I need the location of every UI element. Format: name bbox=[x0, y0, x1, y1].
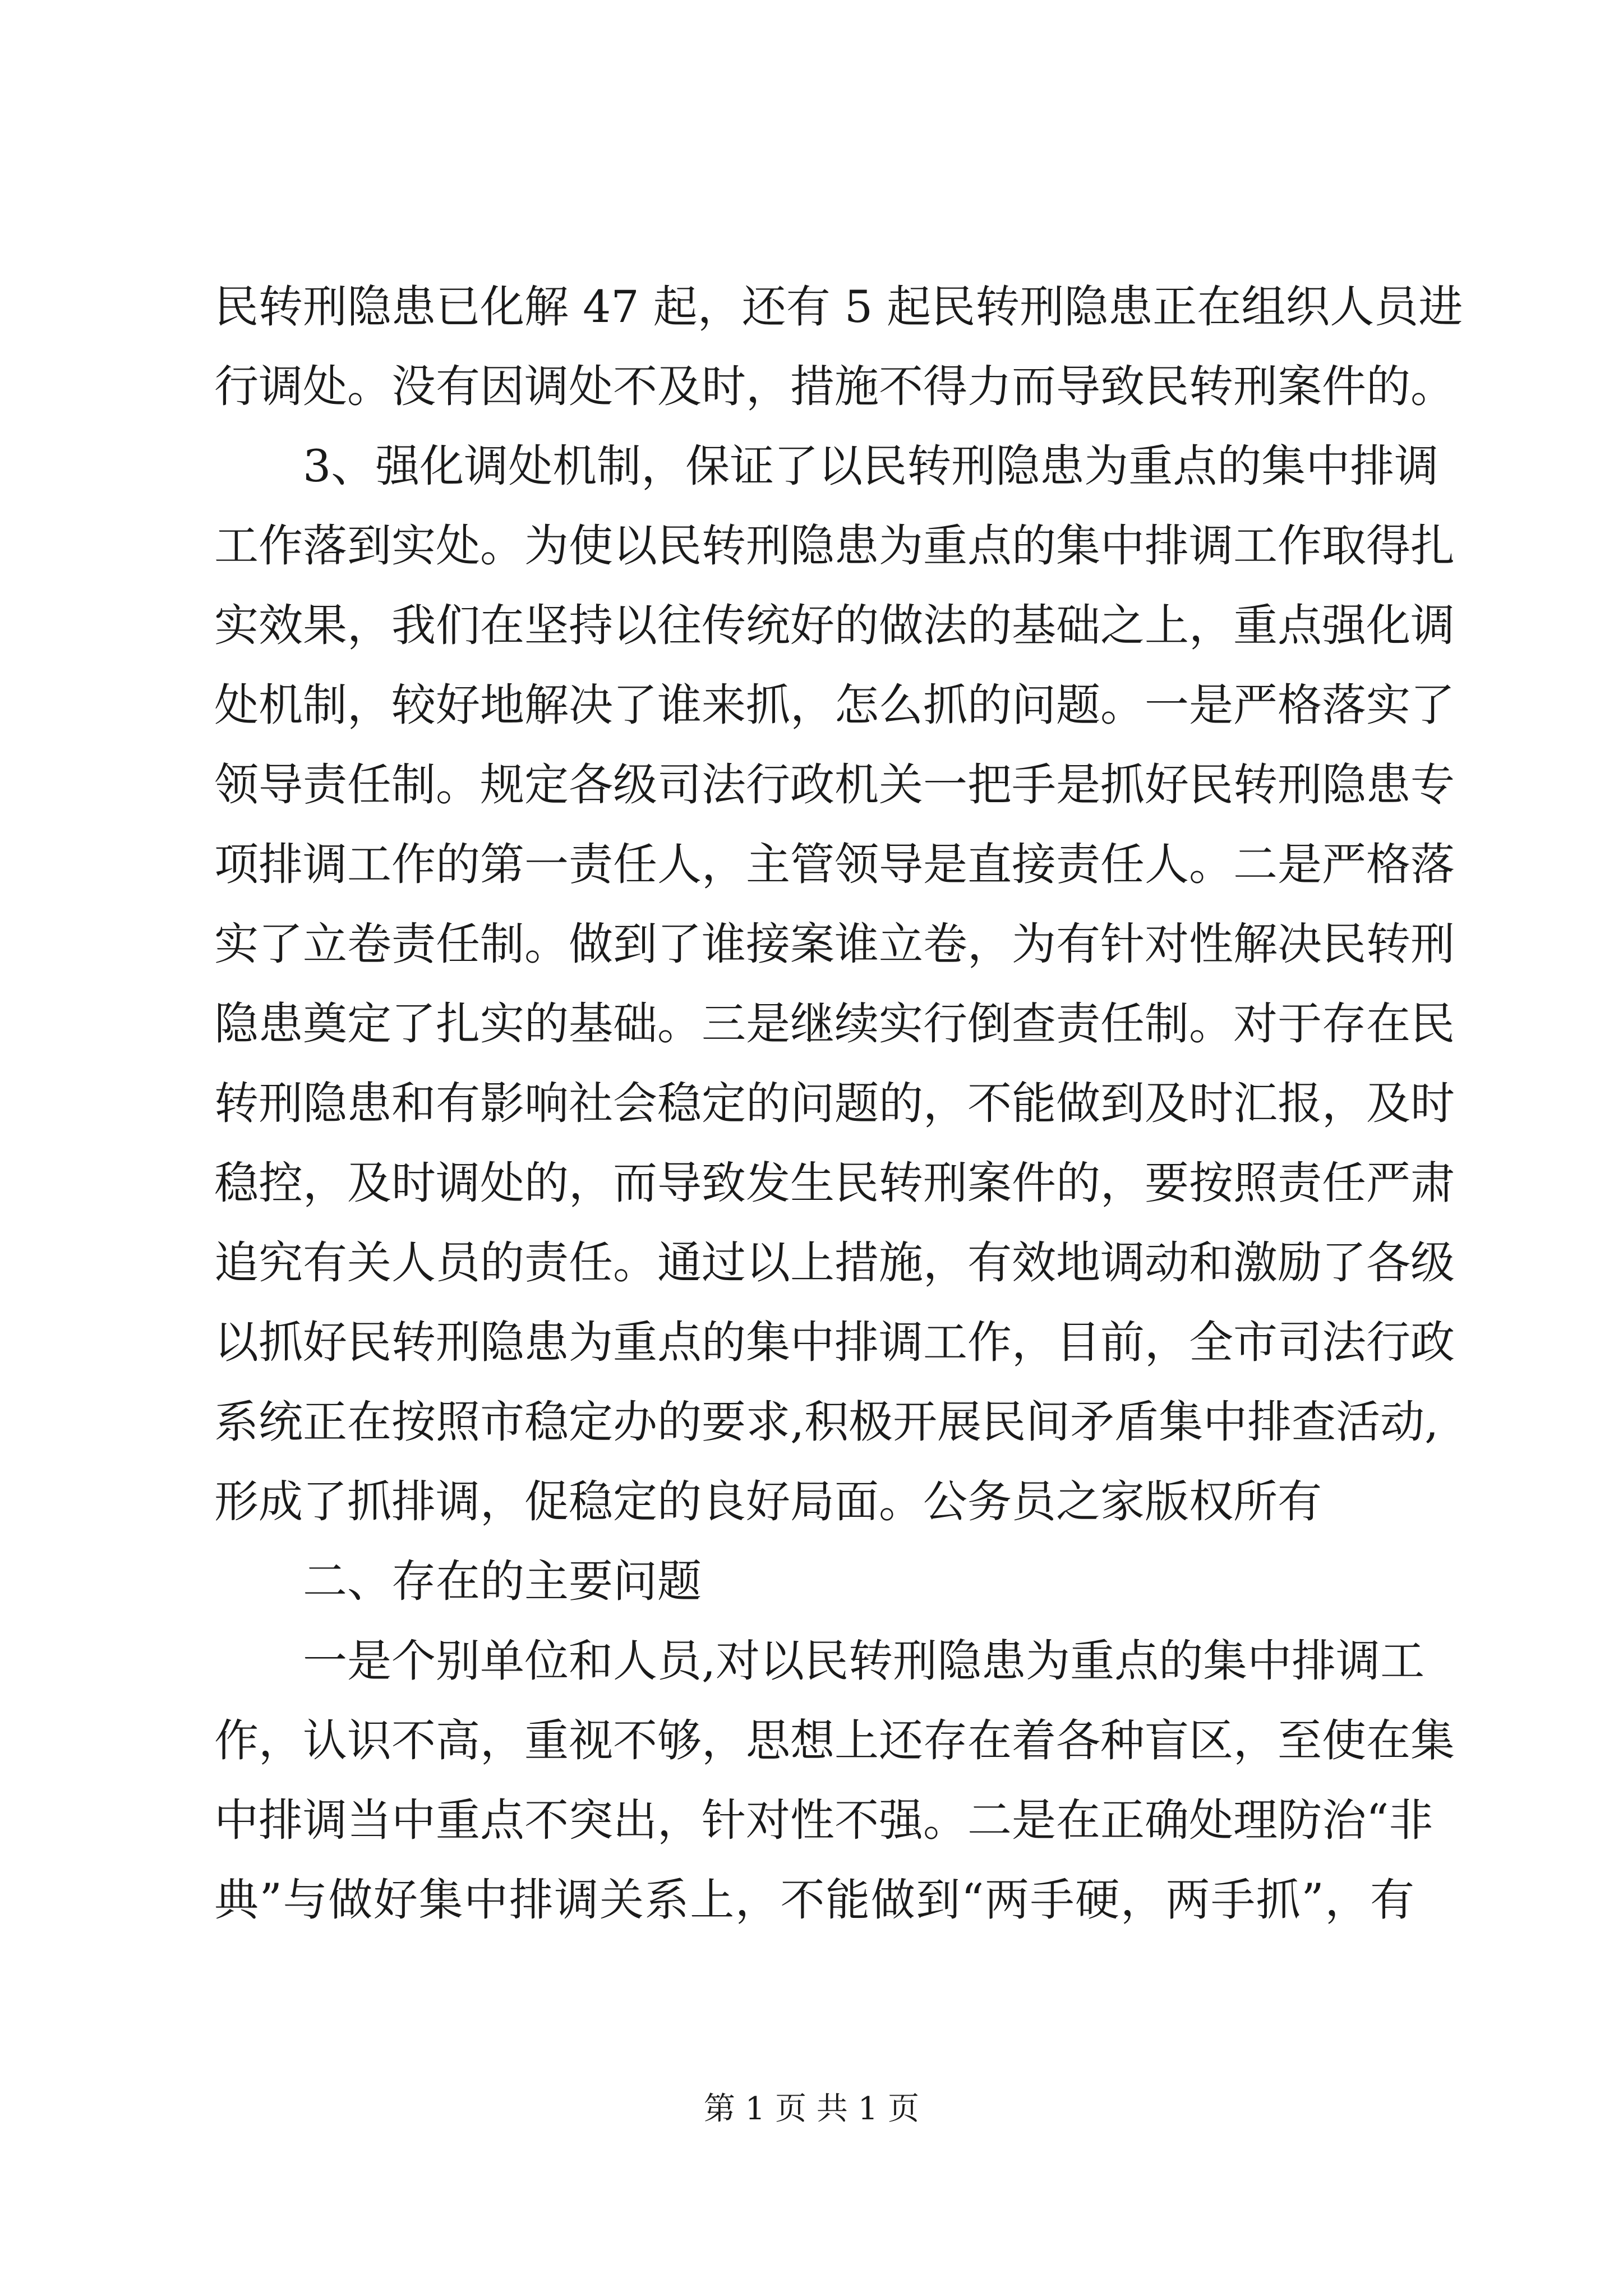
text-line: 形成了抓排调，促稳定的良好局面。公务员之家版权所有 bbox=[214, 1476, 1322, 1527]
text-line: 行调处。没有因调处不及时，措施不得力而导致民转刑案件的。 bbox=[214, 361, 1455, 412]
text-line: 工作落到实处。为使以民转刑隐患为重点的集中排调工作取得扎 bbox=[214, 520, 1455, 572]
text-line: 转刑隐患和有影响社会稳定的问题的，不能做到及时汇报，及时 bbox=[214, 1078, 1455, 1129]
section-heading: 二、存在的主要问题 bbox=[303, 1556, 702, 1607]
text-line: 领导责任制。规定各级司法行政机关一把手是抓好民转刑隐患专 bbox=[214, 759, 1455, 811]
text-line: 稳控，及时调处的，而导致发生民转刑案件的，要按照责任严肃 bbox=[214, 1157, 1455, 1209]
text-line: 系统正在按照市稳定办的要求,积极开展民间矛盾集中排查活动, bbox=[214, 1396, 1439, 1448]
page-number: 第 1 页 共 1 页 bbox=[703, 2091, 920, 2127]
text-line: 项排调工作的第一责任人，主管领导是直接责任人。二是严格落 bbox=[214, 839, 1455, 890]
text-line: 一是个别单位和人员,对以民转刑隐患为重点的集中排调工 bbox=[303, 1635, 1425, 1687]
text-line: 隐患奠定了扎实的基础。三是继续实行倒查责任制。对于存在民 bbox=[214, 998, 1455, 1050]
text-line: 处机制，较好地解决了谁来抓，怎么抓的问题。一是严格落实了 bbox=[214, 679, 1455, 731]
text-line: 3、强化调处机制，保证了以民转刑隐患为重点的集中排调 bbox=[303, 440, 1439, 492]
text-line: 实效果，我们在坚持以往传统好的做法的基础之上，重点强化调 bbox=[214, 600, 1455, 651]
text-line: 实了立卷责任制。做到了谁接案谁立卷，为有针对性解决民转刑 bbox=[214, 918, 1455, 970]
text-line: 典”与做好集中排调关系上，不能做到“两手硬，两手抓”，有 bbox=[214, 1874, 1414, 1926]
document-body bbox=[214, 267, 1463, 1940]
text-line: 民转刑隐患已化解 47 起，还有 5 起民转刑隐患正在组织人员进 bbox=[214, 281, 1463, 333]
text-line: 作，认识不高，重视不够，思想上还存在着各种盲区，至使在集 bbox=[214, 1715, 1455, 1766]
text-line: 中排调当中重点不突出，针对性不强。二是在正确处理防治“非 bbox=[214, 1795, 1433, 1846]
text-line: 追究有关人员的责任。通过以上措施，有效地调动和激励了各级 bbox=[214, 1237, 1455, 1289]
text-line: 以抓好民转刑隐患为重点的集中排调工作，目前，全市司法行政 bbox=[214, 1317, 1455, 1368]
